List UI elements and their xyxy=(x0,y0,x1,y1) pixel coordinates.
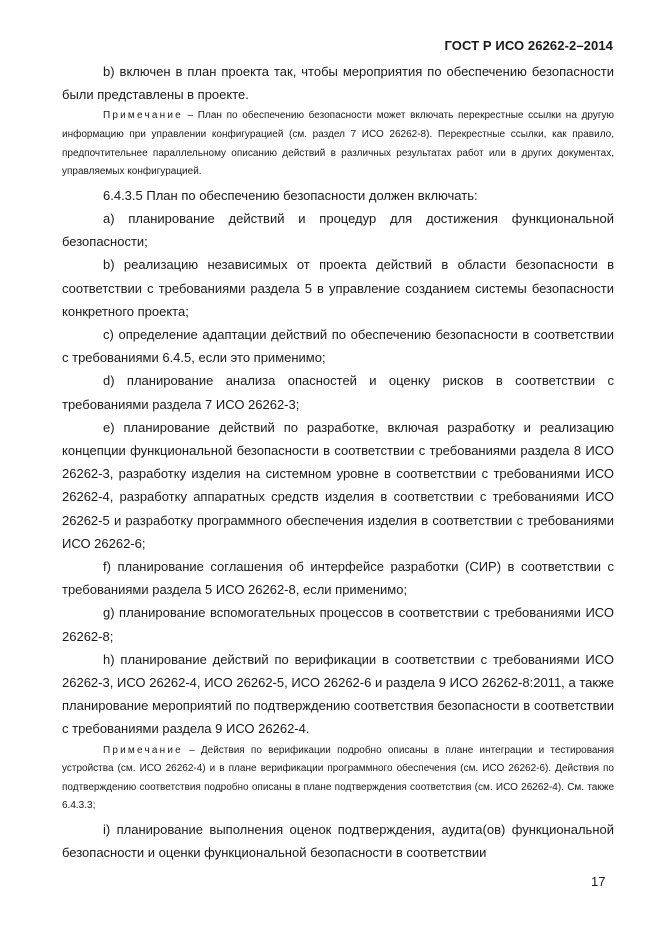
note-2-text: – Действия по верификации подробно описаны в плане интеграции и тестирования устройства (см. ИСО 26262-4) и в плане верификации программного обеспечения (см. ИСО 26262-6). Действия по подтверждению соответствия подробно описаны в плане подтверждения соответствия (см. ИСО 26262-4). См. также 6.4.3.3; xyxy=(62,744,614,812)
list-item-i: i) планирование выполнения оценок подтверждения, аудита(ов) функциональной безопасности и оценки функциональной безопасности в соответствии xyxy=(62,822,614,861)
paragraph-item-b-continuation: b) включен в план проекта так, чтобы мероприятия по обеспечению безопасности были представлены в проекте. xyxy=(62,64,614,103)
list-item-b: b) реализацию независимых от проекта действий в области безопасности в соответствии с требованиями раздела 5 в управление созданием системы безопасности конкретного проекта; xyxy=(62,257,614,319)
list-item-c: c) определение адаптации действий по обеспечению безопасности в соответствии с требованиями 6.4.5, если это применимо; xyxy=(62,327,614,366)
list-item-g: g) планирование вспомогательных процессов в соответствии с требованиями ИСО 26262-8; xyxy=(62,605,614,644)
note-2-label: Примечание xyxy=(103,744,183,756)
clause-6-4-3-5: 6.4.3.5 План по обеспечению безопасности должен включать: xyxy=(103,187,478,203)
document-body xyxy=(62,60,614,864)
note-1 xyxy=(62,107,614,181)
list-item-e: e) планирование действий по разработке, включая разработку и реализацию концепции функциональной безопасности в соответствии с требованиями раздела 8 ИСО 26262-3, разработку изделия на системном уровне в соответствии с требованиями ИСО 26262-4, разработку аппаратных средств изделия в соответствии с требованиями ИСО 26262-5 и разработку программного обеспечения изделия в соответствии с требованиями ИСО 26262-6; xyxy=(62,419,614,551)
list-item-a: a) планирование действий и процедур для достижения функциональной безопасности; xyxy=(62,210,614,250)
note-2 xyxy=(62,742,614,816)
document-header: ГОСТ Р ИСО 26262-2–2014 xyxy=(444,38,613,53)
note-1-text: – План по обеспечению безопасности может включать перекрестные ссылки на другую информацию при управлении конфигурацией (см. раздел 7 ИСО 26262-8). Перекрестные ссылки, как правило, предпочтительнее параллельному описанию действий в различных результатах работ или в других документах, управляемых конфигурацией. xyxy=(62,110,614,178)
list-item-d: d) планирование анализа опасностей и оценку рисков в соответствии с требованиями раздела 7 ИСО 26262-3; xyxy=(62,373,614,412)
list-item-h: h) планирование действий по верификации в соответствии с требованиями ИСО 26262-3, ИСО 26262-4, ИСО 26262-5, ИСО 26262-6 и раздела 9 ИСО 26262-8:2011, а также планирование мероприятий по подтверждению соответствия безопасности в соответствии с требованиями раздела 9 ИСО 26262-4. xyxy=(62,651,614,737)
page-number: 17 xyxy=(591,874,606,889)
list-item-f: f) планирование соглашения об интерфейсе разработки (СИР) в соответствии с требованиями раздела 5 ИСО 26262-8, если применимо; xyxy=(62,559,614,598)
note-1-label: Примечание xyxy=(103,110,183,122)
